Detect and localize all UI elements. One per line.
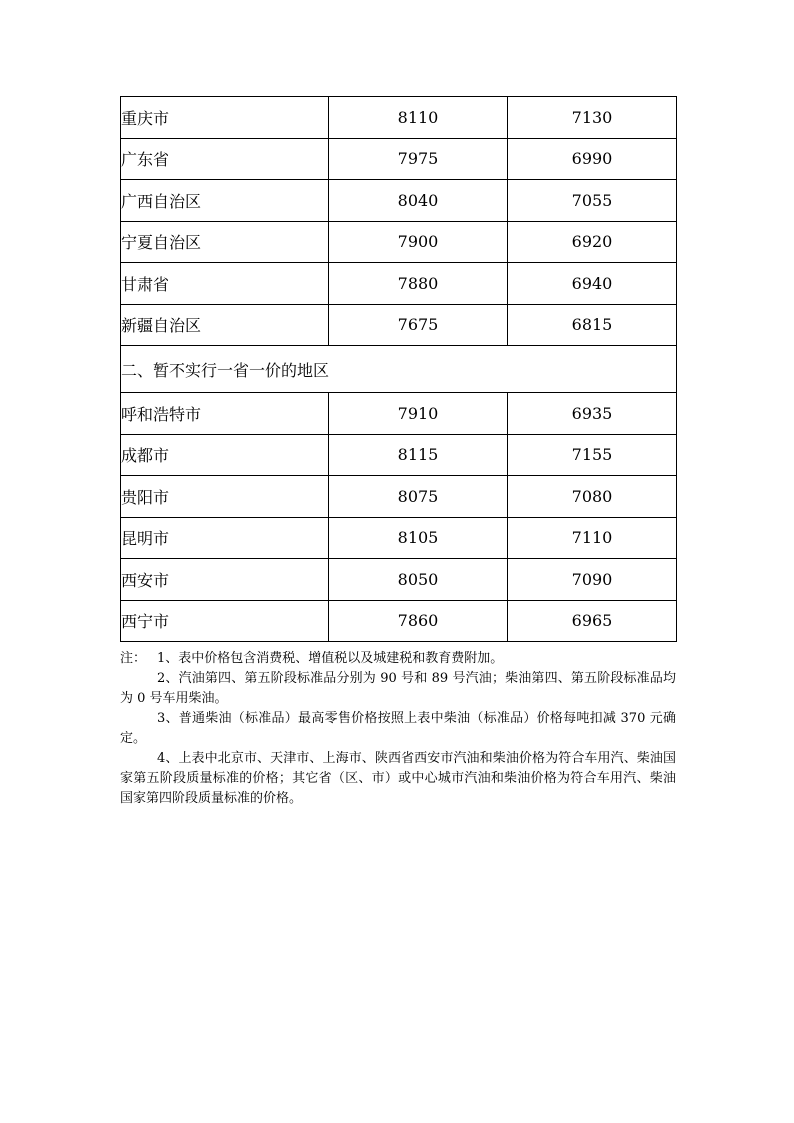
diesel-price-cell: 7080 bbox=[508, 476, 677, 518]
note-text-1: 1、表中价格包含消费税、增值税以及城建税和教育费附加。 bbox=[157, 651, 504, 666]
region-cell: 甘肃省 bbox=[121, 263, 329, 305]
gasoline-price-cell: 8115 bbox=[329, 434, 508, 476]
diesel-price-cell: 7110 bbox=[508, 517, 677, 559]
table-row bbox=[121, 304, 677, 346]
diesel-price-cell: 6935 bbox=[508, 393, 677, 435]
note-label: 注： bbox=[120, 651, 147, 666]
table-row bbox=[121, 263, 677, 305]
table-row bbox=[121, 180, 677, 222]
section2-header-cell: 二、暂不实行一省一价的地区 bbox=[121, 346, 677, 393]
gasoline-price-cell: 8110 bbox=[329, 97, 508, 139]
gasoline-price-cell: 8040 bbox=[329, 180, 508, 222]
diesel-price-cell: 6920 bbox=[508, 221, 677, 263]
diesel-price-cell: 7055 bbox=[508, 180, 677, 222]
section-header-row bbox=[121, 346, 677, 393]
gasoline-price-cell: 8075 bbox=[329, 476, 508, 518]
gasoline-price-cell: 7900 bbox=[329, 221, 508, 263]
table-row bbox=[121, 517, 677, 559]
region-cell: 西宁市 bbox=[121, 600, 329, 642]
table-row bbox=[121, 600, 677, 642]
region-cell: 西安市 bbox=[121, 559, 329, 601]
table-row bbox=[121, 559, 677, 601]
table-row bbox=[121, 97, 677, 139]
gasoline-price-cell: 7975 bbox=[329, 138, 508, 180]
note-paragraph-2: 2、汽油第四、第五阶段标准品分别为 90 号和 89 号汽油；柴油第四、第五阶段标准品均为 0 号车用柴油。 bbox=[120, 671, 676, 706]
footnotes bbox=[120, 649, 676, 809]
gasoline-price-cell: 7860 bbox=[329, 600, 508, 642]
note-paragraph-1 bbox=[120, 649, 676, 669]
region-cell: 宁夏自治区 bbox=[121, 221, 329, 263]
gasoline-price-cell: 7675 bbox=[329, 304, 508, 346]
fuel-price-table bbox=[120, 96, 677, 642]
region-cell: 重庆市 bbox=[121, 97, 329, 139]
diesel-price-cell: 7130 bbox=[508, 97, 677, 139]
diesel-price-cell: 7090 bbox=[508, 559, 677, 601]
page-content bbox=[120, 96, 676, 809]
table-row bbox=[121, 434, 677, 476]
region-cell: 广东省 bbox=[121, 138, 329, 180]
region-cell: 广西自治区 bbox=[121, 180, 329, 222]
diesel-price-cell: 6940 bbox=[508, 263, 677, 305]
gasoline-price-cell: 7880 bbox=[329, 263, 508, 305]
note-paragraph-4: 4、上表中北京市、天津市、上海市、陕西省西安市汽油和柴油价格为符合车用汽、柴油国家第五阶段质量标准的价格；其它省（区、市）或中心城市汽油和柴油价格为符合车用汽、柴油国家第四阶段质量标准的价格。 bbox=[120, 751, 676, 806]
diesel-price-cell: 6965 bbox=[508, 600, 677, 642]
diesel-price-cell: 6815 bbox=[508, 304, 677, 346]
note-paragraph-3: 3、普通柴油（标准品）最高零售价格按照上表中柴油（标准品）价格每吨扣减 370 元确定。 bbox=[120, 711, 676, 746]
gasoline-price-cell: 8105 bbox=[329, 517, 508, 559]
table-row bbox=[121, 221, 677, 263]
diesel-price-cell: 6990 bbox=[508, 138, 677, 180]
table-row bbox=[121, 138, 677, 180]
region-cell: 呼和浩特市 bbox=[121, 393, 329, 435]
region-cell: 新疆自治区 bbox=[121, 304, 329, 346]
gasoline-price-cell: 7910 bbox=[329, 393, 508, 435]
region-cell: 昆明市 bbox=[121, 517, 329, 559]
region-cell: 贵阳市 bbox=[121, 476, 329, 518]
table-row bbox=[121, 393, 677, 435]
region-cell: 成都市 bbox=[121, 434, 329, 476]
table-row bbox=[121, 476, 677, 518]
diesel-price-cell: 7155 bbox=[508, 434, 677, 476]
gasoline-price-cell: 8050 bbox=[329, 559, 508, 601]
